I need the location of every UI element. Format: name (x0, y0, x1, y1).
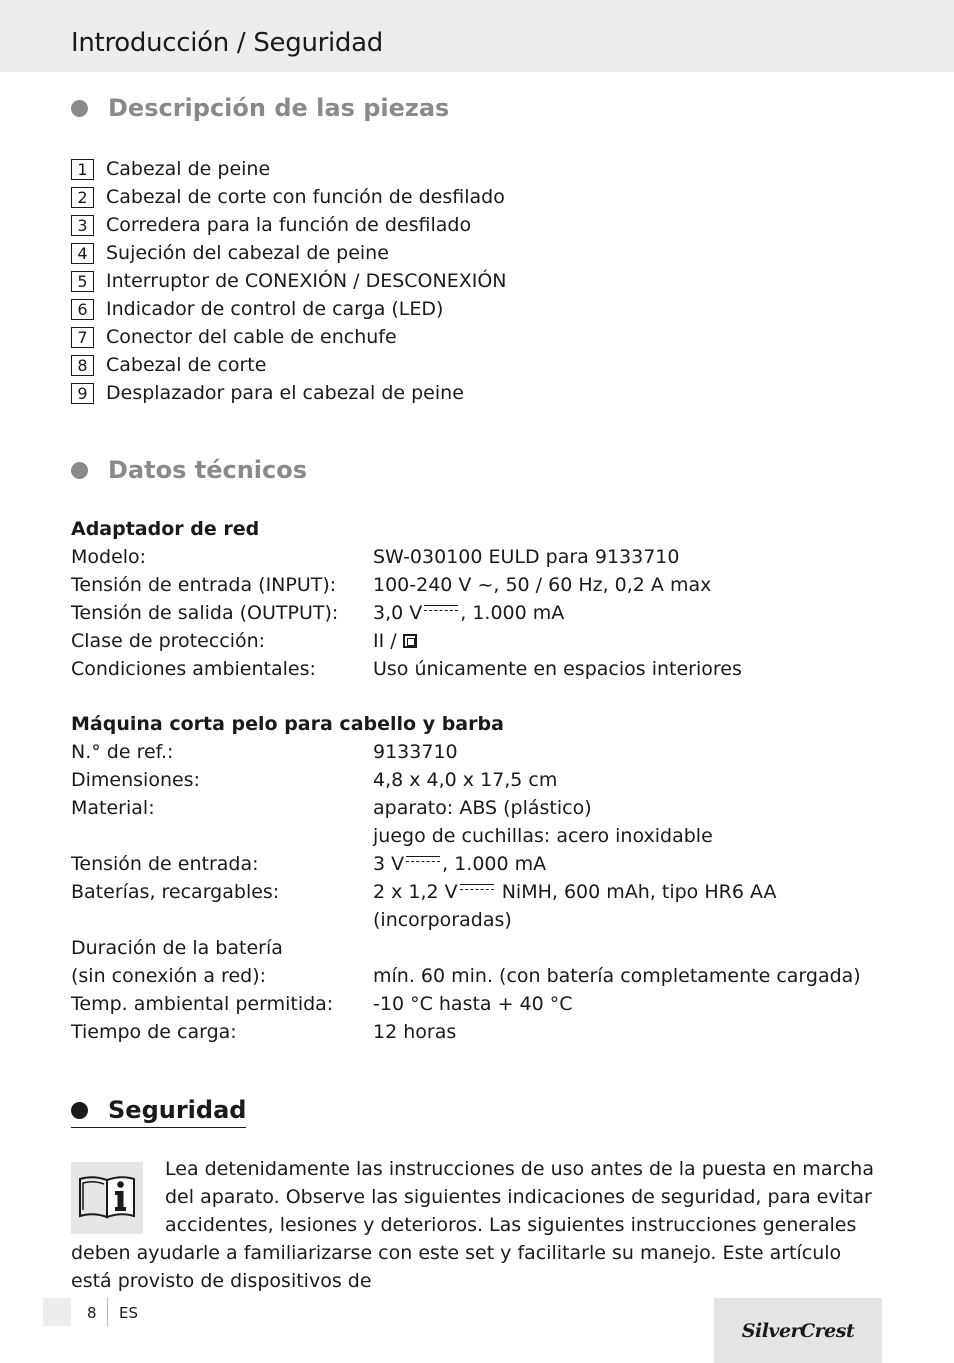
spec-row (71, 794, 861, 850)
spec-label: Tensión de entrada (INPUT): (71, 574, 337, 596)
spec-row (71, 655, 742, 683)
dc-current-icon (406, 856, 440, 867)
list-item (71, 323, 507, 351)
part-number: 7 (71, 327, 94, 348)
dc-current-icon (424, 605, 458, 616)
part-label: Sujeción del cabezal de peine (106, 242, 389, 264)
part-label: Interruptor de CONEXIÓN / DESCONEXIÓN (106, 270, 507, 292)
footer-tab (43, 1298, 71, 1326)
spec-value: 100-240 V ~, 50 / 60 Hz, 0,2 A max (373, 574, 712, 596)
list-item (71, 155, 507, 183)
list-item (71, 267, 507, 295)
parts-heading-text: Descripción de las piezas (108, 94, 450, 122)
part-label: Corredera para la función de desfilado (106, 214, 472, 236)
spec-row (71, 850, 861, 878)
part-label: Conector del cable de enchufe (106, 326, 397, 348)
page-title: Introducción / Seguridad (71, 28, 383, 58)
spec-value-part: NiMH, 600 mAh, tipo HR6 AA (495, 881, 777, 903)
safety-heading (71, 1096, 246, 1128)
part-number: 1 (71, 159, 94, 180)
spec-row (71, 1018, 861, 1046)
list-item (71, 183, 507, 211)
spec-value: 12 horas (373, 1021, 457, 1043)
spec-label (71, 934, 373, 990)
bullet-icon (71, 462, 88, 479)
part-number: 5 (71, 271, 94, 292)
spec-label: Baterías, recargables: (71, 881, 280, 903)
spec-value-line: juego de cuchillas: acero inoxidable (373, 825, 713, 847)
safety-paragraph (71, 1155, 881, 1295)
list-item (71, 211, 507, 239)
parts-heading (71, 94, 449, 122)
spec-value (373, 878, 777, 934)
spec-row (71, 990, 861, 1018)
spec-label: Modelo: (71, 546, 147, 568)
list-item (71, 351, 507, 379)
bullet-icon (71, 1102, 88, 1119)
spec-value-line: (incorporadas) (373, 909, 512, 931)
spec-value (373, 627, 417, 655)
spec-label-line: (sin conexión a red): (71, 965, 267, 987)
part-number: 9 (71, 383, 94, 404)
parts-list (71, 155, 507, 407)
adapter-specs (71, 515, 742, 683)
spec-row (71, 766, 861, 794)
spec-row (71, 599, 742, 627)
spec-label: Dimensiones: (71, 769, 200, 791)
spec-value-part: , 1.000 mA (442, 853, 547, 875)
spec-label: Tensión de salida (OUTPUT): (71, 602, 339, 624)
machine-title: Máquina corta pelo para cabello y barba (71, 713, 504, 735)
list-item (71, 239, 507, 267)
part-number: 4 (71, 243, 94, 264)
protection-class-ii-icon (403, 634, 417, 648)
language-code: ES (119, 1304, 138, 1322)
spec-label: Clase de protección: (71, 630, 266, 652)
spec-value-part: 3 V (373, 853, 405, 875)
part-label: Cabezal de corte (106, 354, 267, 376)
bullet-icon (71, 100, 88, 117)
part-number: 6 (71, 299, 94, 320)
adapter-title: Adaptador de red (71, 518, 260, 540)
spec-row (71, 738, 861, 766)
spec-row (71, 571, 742, 599)
spec-label: Tensión de entrada: (71, 853, 259, 875)
spec-row (71, 627, 742, 655)
spec-value: 4,8 x 4,0 x 17,5 cm (373, 769, 558, 791)
spec-row (71, 878, 861, 934)
part-number: 3 (71, 215, 94, 236)
spec-value-part: 3,0 V (373, 602, 423, 624)
dc-current-icon (460, 884, 494, 895)
spec-label: Material: (71, 797, 155, 819)
spec-row (71, 934, 861, 990)
spec-value (373, 850, 546, 878)
spec-value: 9133710 (373, 741, 458, 763)
spec-label-line: Duración de la batería (71, 937, 283, 959)
part-number: 2 (71, 187, 94, 208)
spec-value (373, 599, 564, 627)
part-label: Indicador de control de carga (LED) (106, 298, 444, 320)
spec-label: N.° de ref.: (71, 741, 174, 763)
tech-heading-text: Datos técnicos (108, 456, 308, 484)
spec-label: Condiciones ambientales: (71, 658, 316, 680)
brand-text: SilverCrest (741, 1319, 855, 1342)
spec-label: Tiempo de carga: (71, 1021, 237, 1043)
spec-value: -10 °C hasta + 40 °C (373, 993, 573, 1015)
page-number: 8 (87, 1304, 97, 1322)
tech-heading (71, 456, 307, 484)
spec-label: Temp. ambiental permitida: (71, 993, 334, 1015)
safety-heading-text: Seguridad (108, 1096, 247, 1124)
brand-logo (714, 1298, 882, 1363)
part-label: Cabezal de peine (106, 158, 271, 180)
machine-specs (71, 710, 861, 1046)
spec-value: mín. 60 min. (con batería completamente cargada) (373, 965, 861, 987)
part-label: Cabezal de corte con función de desfilado (106, 186, 505, 208)
spec-value-part: 2 x 1,2 V (373, 881, 458, 903)
spec-value: Uso únicamente en espacios interiores (373, 658, 742, 680)
footer-divider (107, 1297, 108, 1327)
part-number: 8 (71, 355, 94, 376)
spec-value: SW-030100 EULD para 9133710 (373, 546, 680, 568)
safety-text: Lea detenidamente las instrucciones de uso antes de la puesta en marcha del aparato. Observe las siguientes indicaciones de seguridad, para evitar accidentes, lesiones y deterioros. Las siguientes instrucciones generales deben ayudarle a familiarizarse con este set y facilitarle su manejo. Este artículo está provisto de dispositivos de (71, 1158, 874, 1292)
list-item (71, 295, 507, 323)
spec-row (71, 543, 742, 571)
spec-value-part: II / (373, 630, 397, 652)
spec-value (373, 794, 713, 850)
spec-value-part: , 1.000 mA (460, 602, 565, 624)
list-item (71, 379, 507, 407)
spec-value-line: aparato: ABS (plástico) (373, 797, 592, 819)
part-label: Desplazador para el cabezal de peine (106, 382, 464, 404)
